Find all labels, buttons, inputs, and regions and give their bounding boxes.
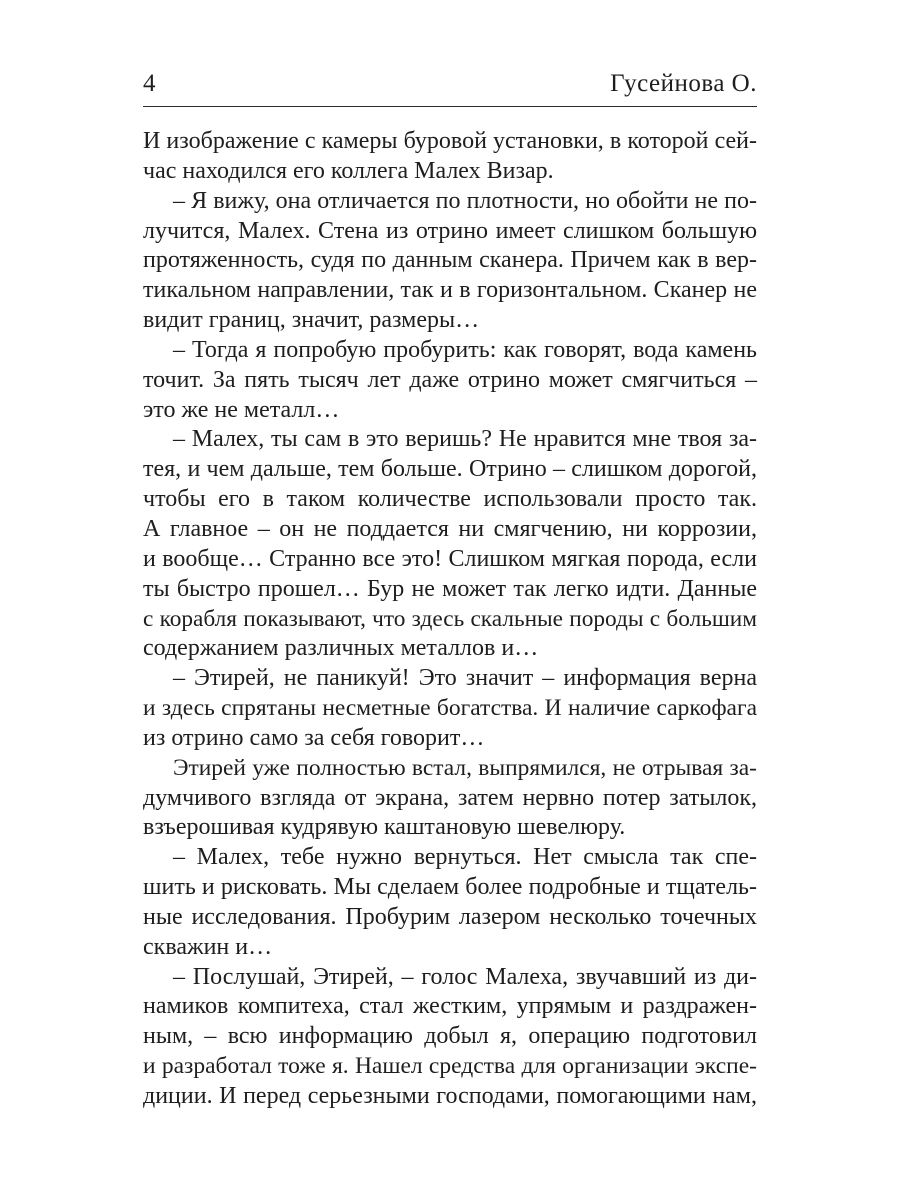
- text-line: – Этирей, не паникуй! Это значит – информация верна: [173, 665, 757, 692]
- text-line: видит границ, значит, размеры…: [143, 307, 480, 334]
- text-line: точит. За пять тысяч лет даже отрино может смягчиться –: [143, 366, 757, 393]
- text-line: с корабля показывают, что здесь скальные породы с большим: [143, 605, 757, 632]
- text-line: взъерошивая кудрявую каштановую шевелюру.: [143, 814, 626, 841]
- text-line: лучится, Малех. Стена из отрино имеет слишком большую: [143, 217, 757, 244]
- text-line: – Малех, тебе нужно вернуться. Нет смысла так спе-: [173, 844, 757, 871]
- text-line: ные исследования. Пробурим лазером несколько точечных: [143, 903, 757, 930]
- running-head-author: Гусейнова О.: [610, 70, 757, 97]
- text-line: – Я вижу, она отличается по плотности, но обойти не по-: [173, 187, 757, 214]
- page-number: 4: [143, 70, 156, 97]
- text-line: намиков компитеха, стал жестким, упрямым и раздражен-: [143, 993, 757, 1020]
- text-line: тикальном направлении, так и в горизонтальном. Сканер не: [143, 277, 757, 304]
- body-text: [143, 127, 757, 1112]
- text-line: Этирей уже полностью встал, выпрямился, не отрывая за-: [173, 754, 757, 781]
- text-line: это же не металл…: [143, 396, 340, 423]
- text-line: А главное – он не поддается ни смягчению, ни коррозии,: [143, 515, 757, 542]
- running-head: [143, 68, 757, 100]
- text-line: скважин и…: [143, 933, 273, 960]
- text-line: – Послушай, Этирей, – голос Малеха, звучавший из ди-: [173, 963, 757, 990]
- text-line: И изображение с камеры буровой установки, в которой сей-: [143, 128, 757, 154]
- header-rule: [143, 106, 757, 107]
- text-line: – Малех, ты сам в это веришь? Не нравится мне твоя за-: [173, 426, 757, 453]
- text-line: протяженность, судя по данным сканера. Причем как в вер-: [143, 247, 757, 274]
- text-line: чтобы его в таком количестве использовали просто так.: [143, 486, 757, 513]
- text-line: из отрино само за себя говорит…: [143, 724, 485, 751]
- text-line: и вообще… Странно все это! Слишком мягкая порода, если: [143, 545, 757, 572]
- text-line: ты быстро прошел… Бур не может так легко идти. Данные: [143, 575, 757, 602]
- text-line: тея, и чем дальше, тем больше. Отрино – слишком дорогой,: [143, 456, 757, 483]
- text-line: – Тогда я попробую пробурить: как говорят, вода камень: [173, 336, 757, 363]
- text-line: ным, – всю информацию добыл я, операцию подготовил: [143, 1023, 757, 1050]
- text-line: и разработал тоже я. Нашел средства для организации экспе-: [143, 1053, 757, 1080]
- text-line: диции. И перед серьезными господами, помогающими нам,: [143, 1083, 757, 1109]
- text-line: содержанием различных металлов и…: [143, 635, 539, 662]
- text-line: и здесь спрятаны несметные богатства. И наличие саркофага: [143, 695, 757, 722]
- text-line: думчивого взгляда от экрана, затем нервно потер затылок,: [143, 784, 757, 811]
- text-line: час находился его коллега Малех Визар.: [143, 157, 554, 184]
- text-line: шить и рисковать. Мы сделаем более подробные и тщатель-: [143, 874, 757, 901]
